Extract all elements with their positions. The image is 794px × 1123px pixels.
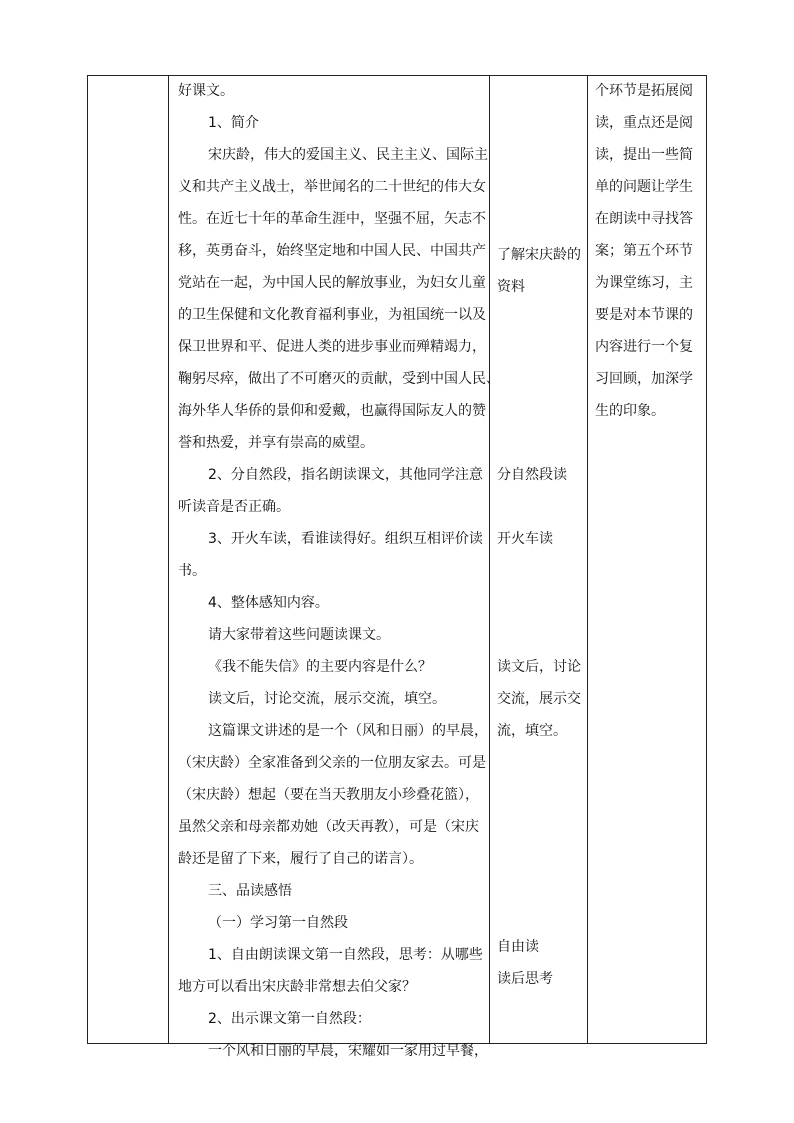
teaching-text-line: 性。在近七十年的革命生涯中，坚强不屈，矢志不 (178, 211, 486, 227)
teaching-text-line: 移，英勇奋斗，始终坚定地和中国人民、中国共产 (178, 243, 486, 259)
lesson-plan-table (87, 75, 707, 1059)
teaching-text-line: 2、出示课文第一自然段： (208, 1011, 371, 1027)
design-note-line: 习回顾，加深学 (595, 371, 693, 387)
design-note-line: 个环节是拓展阅 (595, 83, 693, 99)
column-divider (587, 76, 588, 1043)
design-note-line: 为课堂练习，主 (595, 275, 693, 291)
teaching-text-line: 请大家带着这些问题读课文。 (208, 627, 390, 643)
design-note-line: 要是对本节课的 (595, 307, 693, 323)
student-activity-line: 读文后，讨论 (497, 659, 581, 675)
teaching-text-line: 虽然父亲和母亲都劝她（改天再教），可是（宋庆 (178, 819, 479, 835)
design-note-line: 生的印象。 (595, 403, 665, 419)
teaching-text-line: 4、整体感知内容。 (208, 595, 329, 611)
teaching-text-line: 海外华人华侨的景仰和爱戴，也赢得国际友人的赞 (178, 403, 486, 419)
teaching-text-line: 鞠躬尽瘁，做出了不可磨灭的贡献，受到中国人民、 (178, 371, 500, 387)
teaching-text-line: 一个风和日丽的早晨，宋耀如一家用过早餐， (208, 1043, 488, 1059)
student-activity-line: 流，填空。 (497, 723, 567, 739)
teaching-text-line: 的卫生保健和文化教育福利事业，为祖国统一以及 (178, 307, 486, 323)
design-note-line: 单的问题让学生 (595, 179, 693, 195)
student-activity-line: 交流，展示交 (497, 691, 581, 707)
design-note-line: 内容进行一个复 (595, 339, 693, 355)
teaching-text-line: 这篇课文讲述的是一个（风和日丽）的早晨， (208, 723, 488, 739)
teaching-text-line: 义和共产主义战士，举世闻名的二十世纪的伟大女 (178, 179, 486, 195)
teaching-text-line: 保卫世界和平、促进人类的进步事业而殚精竭力， (178, 339, 486, 355)
teaching-text-line: 龄还是留了下来，履行了自己的诺言）。 (178, 851, 423, 867)
student-activity-line: 分自然段读 (497, 467, 567, 483)
teaching-text-line: 书。 (178, 563, 206, 579)
student-activity-line: 了解宋庆龄的 (497, 247, 581, 263)
teaching-text-line: 宋庆龄，伟大的爱国主义、民主主义、国际主 (208, 147, 488, 163)
student-activity-line: 资料 (497, 279, 525, 295)
teaching-text-line: 誉和热爱，并享有崇高的威望。 (178, 435, 374, 451)
teaching-text-line: 1、自由朗读课文第一自然段，思考：从哪些 (208, 947, 483, 963)
teaching-text-line: 地方可以看出宋庆龄非常想去伯父家？ (178, 979, 416, 995)
teaching-text-line: 1、简介 (208, 115, 259, 131)
teaching-text-line: （宋庆龄）想起（要在当天教朋友小珍叠花篮）， (178, 787, 479, 803)
teaching-text-line: 读文后，讨论交流，展示交流，填空。 (208, 691, 446, 707)
design-note-line: 案；第五个环节 (595, 243, 693, 259)
design-note-line: 在朗读中寻找答 (595, 211, 693, 227)
teaching-text-line: （一）学习第一自然段 (208, 915, 348, 931)
teaching-text-line: 听读音是否正确。 (178, 499, 290, 515)
teaching-text-line: 党站在一起，为中国人民的解放事业，为妇女儿童 (178, 275, 486, 291)
teaching-text-line: 《我不能失信》的主要内容是什么？ (208, 659, 432, 675)
student-activity-line: 自由读 (497, 939, 539, 955)
teaching-text-line: 好课文。 (178, 83, 234, 99)
column-divider (489, 76, 490, 1043)
teaching-text-line: 3、开火车读，看谁读得好。组织互相评价读 (208, 531, 483, 547)
teaching-text-line: 2、分自然段，指名朗读课文，其他同学注意 (208, 467, 483, 483)
teaching-text-line: 三、品读感悟 (208, 883, 292, 899)
student-activity-line: 读后思考 (497, 971, 553, 987)
design-note-line: 读，提出一些简 (595, 147, 693, 163)
student-activity-line: 开火车读 (497, 531, 553, 547)
design-note-line: 读，重点还是阅 (595, 115, 693, 131)
teaching-text-line: （宋庆龄）全家准备到父亲的一位朋友家去。可是 (178, 755, 486, 771)
column-divider (168, 76, 169, 1043)
